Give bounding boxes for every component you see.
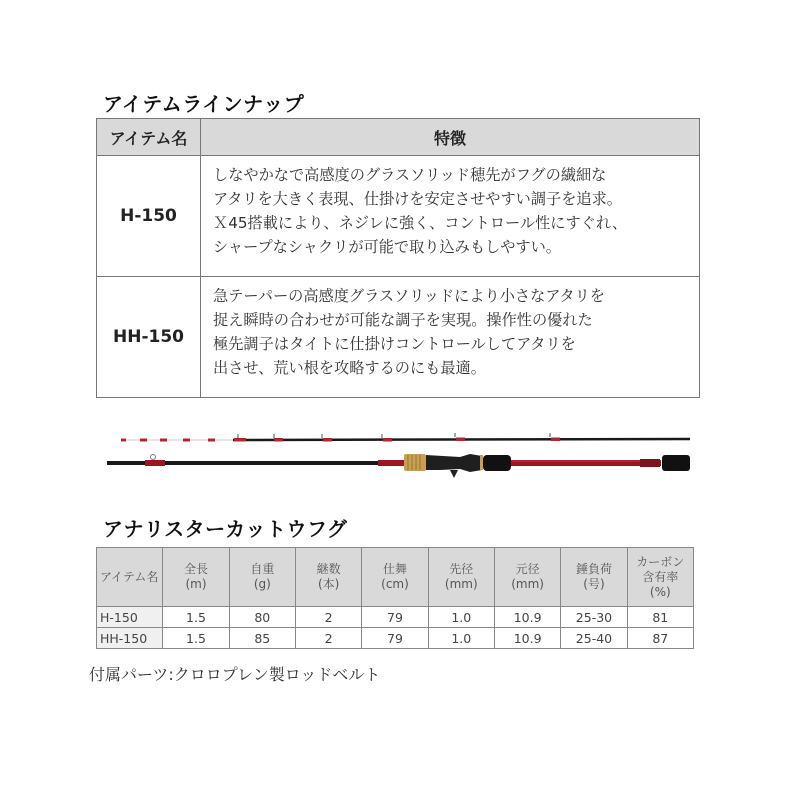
spec-weight: 85	[229, 628, 295, 649]
description-line: アタリを大きく表現、仕掛けを安定させやすい調子を追求。	[213, 190, 622, 208]
spec-sinker-load: 25-40	[561, 628, 627, 649]
spec-carbon-content: 87	[627, 628, 693, 649]
spec-header-pieces: 継数 (本)	[295, 548, 361, 607]
spec-weight: 80	[229, 607, 295, 628]
spec-header-closed-length: 仕舞 (cm)	[362, 548, 428, 607]
spec-tip-diameter: 1.0	[428, 607, 494, 628]
description-line: シャープなシャクリが可能で取り込みもしやすい。	[213, 238, 561, 256]
spec-closed-length: 79	[362, 628, 428, 649]
header-features: 特徴	[201, 119, 700, 156]
description-line: 捉え瞬時の合わせが可能な調子を実現。操作性の優れた	[213, 311, 593, 329]
lineup-title: アイテムラインナップ	[103, 92, 305, 116]
spec-tip-diameter: 1.0	[428, 628, 494, 649]
spec-carbon-content: 81	[627, 607, 693, 628]
lineup-table	[96, 118, 700, 398]
item-description	[201, 277, 700, 398]
spec-pieces: 2	[295, 628, 361, 649]
description-line: Ｘ45搭載により、ネジレに強く、コントロール性にすぐれ、	[213, 214, 628, 232]
spec-header-butt-diameter: 元径 (mm)	[494, 548, 560, 607]
spec-item-name: HH-150	[97, 628, 163, 649]
spec-header-item-name: アイテム名	[97, 548, 163, 607]
spec-butt-diameter: 10.9	[494, 607, 560, 628]
spec-closed-length: 79	[362, 607, 428, 628]
spec-header-length: 全長 (m)	[163, 548, 229, 607]
spec-butt-diameter: 10.9	[494, 628, 560, 649]
spec-table	[96, 547, 694, 649]
description-line: 極先調子はタイトに仕掛けコントロールしてアタリを	[213, 335, 576, 353]
description-line: しなやかなで高感度のグラスソリッド穂先がフグの繊細な	[213, 166, 607, 184]
lineup-row	[97, 277, 700, 398]
spec-item-name: H-150	[97, 607, 163, 628]
specs-title: アナリスターカットウフグ	[103, 517, 348, 541]
item-description	[201, 156, 700, 277]
spec-row	[97, 607, 694, 628]
description-line: 出させ、荒い根を攻略するのにも最適。	[213, 359, 486, 377]
spec-length: 1.5	[163, 628, 229, 649]
item-name: HH-150	[97, 277, 201, 398]
lineup-row	[97, 156, 700, 277]
spec-header-carbon-content: カーボン 含有率 (%)	[627, 548, 693, 607]
included-parts-note: 付属パーツ:クロロプレン製ロッドベルト	[89, 665, 381, 684]
spec-header-row	[97, 548, 694, 607]
header-item-name: アイテム名	[97, 119, 201, 156]
spec-header-sinker-load: 錘負荷 (号)	[561, 548, 627, 607]
spec-row	[97, 628, 694, 649]
spec-header-weight: 自重 (g)	[229, 548, 295, 607]
spec-pieces: 2	[295, 607, 361, 628]
description-line: 急テーパーの高感度グラスソリッドにより小さなアタリを	[213, 287, 605, 305]
spec-length: 1.5	[163, 607, 229, 628]
lineup-header-row	[97, 119, 700, 156]
spec-sinker-load: 25-30	[561, 607, 627, 628]
item-name: H-150	[97, 156, 201, 277]
spec-header-tip-diameter: 先径 (mm)	[428, 548, 494, 607]
